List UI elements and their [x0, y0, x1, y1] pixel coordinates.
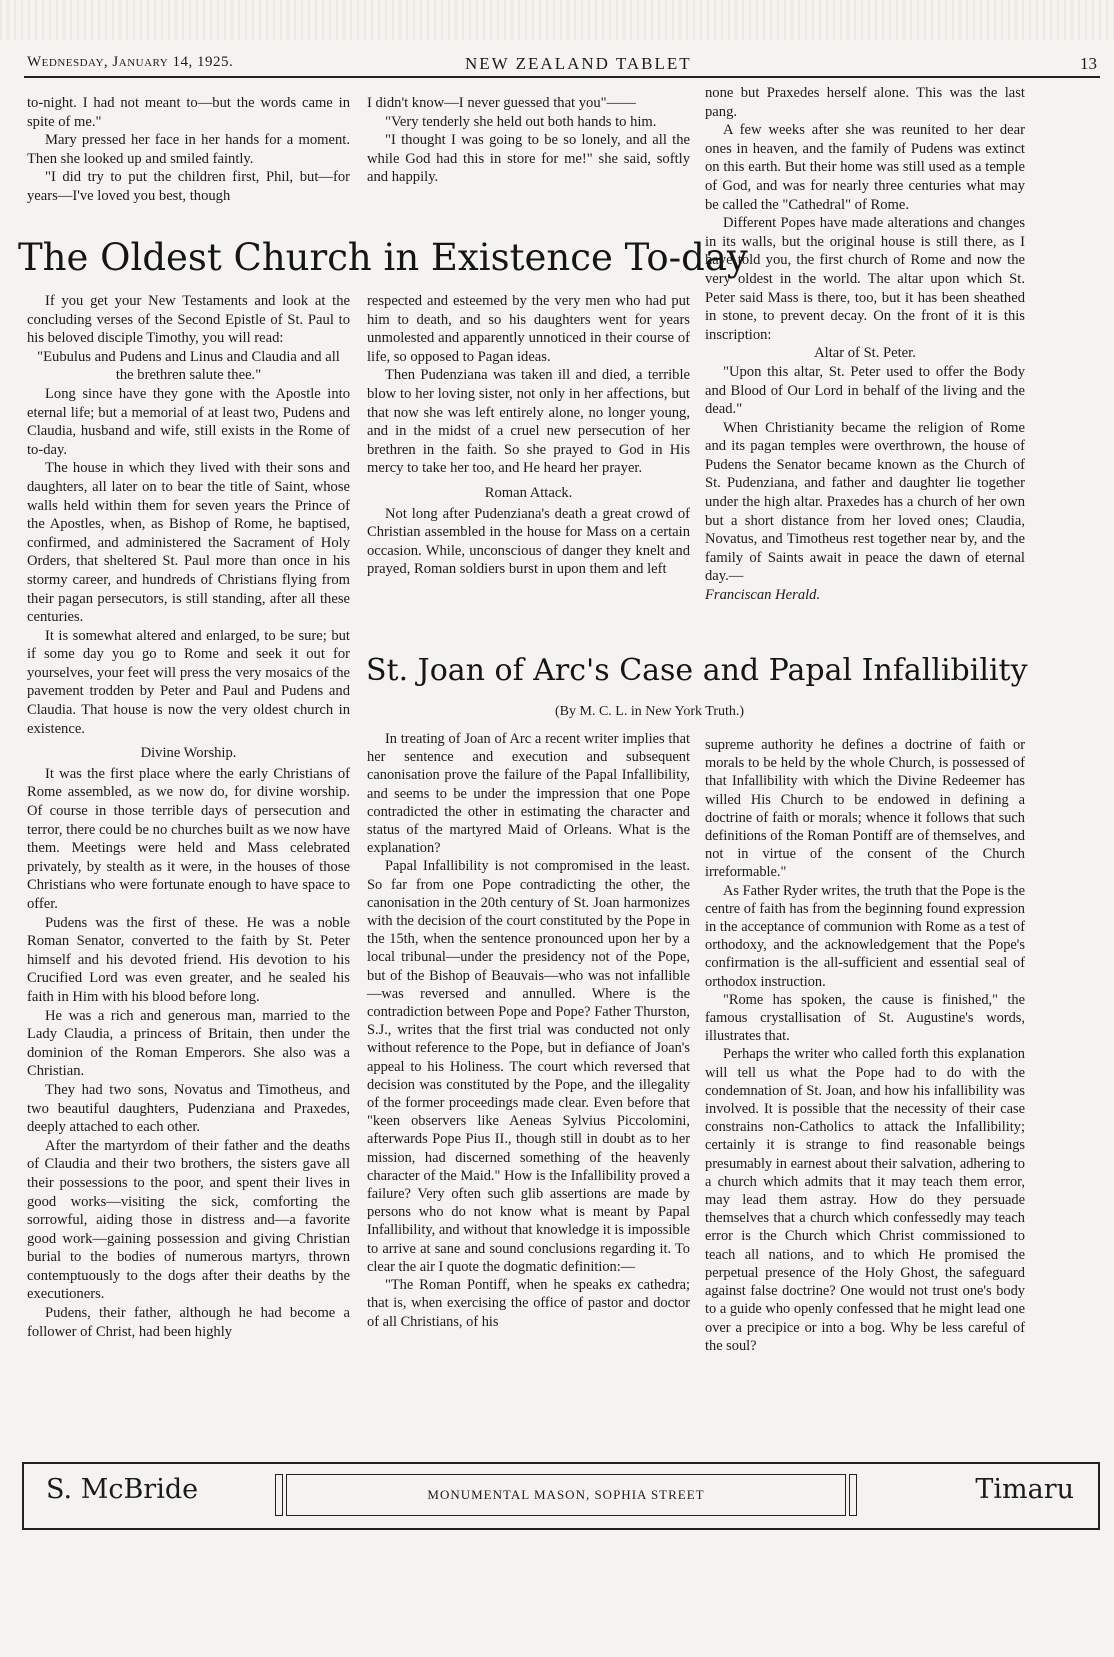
header-rule	[24, 76, 1100, 78]
newspaper-title: NEW ZEALAND TABLET	[465, 54, 692, 73]
page-number: 13	[1080, 54, 1097, 73]
paragraph: respected and esteemed by the very men who had put him to death, and so his daughters went for years unmolested and apparently unnoticed in their course of life, so opposed to Pagan ideas.	[367, 293, 690, 365]
paragraph: Then Pudenziana was taken ill and died, a terrible blow to her loving sister, not only in her affections, but that now she was left entirely alone, no longer young, and in the midst of a cruel new persecution of her brethren in the faith. So she prayed to God in His mercy to take her too, and He heard her prayer.	[367, 367, 690, 477]
story-end-column-1	[27, 94, 350, 206]
paragraph: "The Roman Pontiff, when he speaks ex cathedra; that is, when exercising the office of pastor and doctor of all Christians, of his	[367, 1277, 690, 1330]
paragraph: "I did try to put the children first, Phil, but—for years—I've loved you best, though	[27, 169, 350, 204]
paragraph: Mary pressed her face in her hands for a moment. Then she looked up and smiled faintly.	[27, 132, 350, 167]
paragraph: It was the first place where the early Christians of Rome assembled, as we now do, for divine worship. Of course in those terrible days of persecution and terror, there could be no churches built as we now have them. Meetings were held and Mass celebrated privately, by stealth as it were, in the houses of those Christians who were fortunate enough to have space to offer.	[27, 765, 350, 912]
paragraph: In treating of Joan of Arc a recent writer implies that her sentence and execution and subsequent canonisation prove the failure of the Papal Infallibility, and seems to be under the impression that one Pope contradicted the other in estimating the character and status of the martyred Maid of Orleans. What is the explanation?	[367, 731, 690, 857]
paragraph: Papal Infallibility is not compromised in the least. So far from one Pope contradicting the other, the canonisation in the 20th century of St. Joan harmonizes with the decision of the court constituted by the Pope in the 15th, when the sentence pronounced upon her by a local tribunal—under the presidency not of the Pope, but of the Bishop of Beauvais—who was not infallible—was reversed and annulled. Where is the contradiction between Pope and Pope? Father Thurston, S.J., writes that the first trial was conducted not only without reference to the Pope, but in defiance of Joan's appeal to his Holiness. The court which reversed that decision was constituted by the Pope, and the illegality of the former proceedings made clear. Even before that "keen observers like Aeneas Sylvius Piccolomini, afterwards Pope Pius II., though still in doubt as to her mission, had discerned something of the heavenly character of the Maid." How is the Infallibility proved a failure? Very often such glib assertions are made by persons who do not know what is meant by Papal Infallibility, and without that knowledge it is impossible to arrive at sane and sound conclusions regarding it. To clear the air I quote the dogmatic definition:—	[367, 858, 690, 1275]
paragraph: It is somewhat altered and enlarged, to be sure; but if some day you go to Rome and seek it out for yourselves, your feet will press the very mosaics of the pavement trodden by Peter and Paul and Pudens and Claudia. That house is now the very oldest church in existence.	[27, 627, 350, 737]
paragraph: "Very tenderly she held out both hands to him.	[385, 113, 657, 130]
paragraph: Long since have they gone with the Apostle into eternal life; but a memorial of at least two, Pudens and Claudia, husband and wife, still exists in the Rome of to-day.	[27, 385, 350, 458]
inscription-title: Altar of St. Peter.	[814, 345, 916, 362]
article-2-byline: (By M. C. L. in New York Truth.)	[555, 704, 745, 719]
paragraph: After the martyrdom of their father and the deaths of Claudia and their two brothers, the sisters gave all their possessions to the poor, and spent their lives in good works—visiting the sick, comforting the sorrowful, aiding those in distress and—a favorite good work—gaining possession and giving Christian burial to the bodies of numerous martyrs, thrown contemptuously to the dogs after their deaths by the executioners.	[27, 1137, 350, 1303]
paragraph: Pudens was the first of these. He was a noble Roman Senator, converted to the faith by St. Peter himself and his devoted friend. His devotion to his Crucified Lord was even greater, and he sealed his faith in Him with his blood before long.	[27, 914, 350, 1005]
advertiser-name: S. McBride	[46, 1474, 199, 1505]
page-header	[27, 54, 1097, 76]
paragraph: If you get your New Testaments and look at the concluding verses of the Second Epistle of St. Paul to his beloved disciple Timothy, you will read:	[27, 293, 350, 347]
paragraph: The house in which they lived with their sons and daughters, all later on to bear the title of Saint, whose walls held within them for seven years the Prince of the Apostles, when, as Bishop of Rome, he baptised, confirmed, and administered the Sacrament of Holy Orders, that sheltered St. Paul more than once in his stormy career, and hundreds of Christians flying from their pagan persecutors, is still standing, after all these centuries.	[27, 460, 350, 626]
paragraph: He was a rich and generous man, married to the Lady Claudia, a princess of Britain, then under the dominion of the Roman Emperors. She also was a Christian.	[27, 1007, 350, 1080]
article-2-headline: St. Joan of Arc's Case and Papal Infallibility	[366, 653, 1028, 688]
paragraph: Perhaps the writer who called forth this explanation will tell us what the Pope had to do with the condemnation of St. Joan, and how his infallibility was involved. It is possible that the necessity of their case constrains non-Catholics to attack the Infallibility; certainly it is strange to find reasonable beings presumably in earnest about their salvation, adhering to a church which admits that it may teach them error, may lead them astray. How do they persuade themselves that a church which confessedly may teach error is the Church which Christ commissioned to teach all nations, and to which He promised the perpetual presence of the Holy Ghost, the safeguard against false doctrine? One would not trust one's body to a guide who openly confessed that he might lead one over a precipice or into a bog. Why be less careful of the soul?	[705, 1046, 1025, 1354]
advertiser-trade: MONUMENTAL MASON, SOPHIA STREET	[286, 1474, 846, 1516]
scripture-quote: "Eubulus and Pudens and Linus and Claudia and all the brethren salute thee."	[37, 348, 340, 384]
page-top-texture	[0, 0, 1114, 40]
article-2-column-2	[367, 730, 690, 1331]
paragraph: supreme authority he defines a doctrine of faith or morals to be held by the whole Church, is possessed of that Infallibility with which the Divine Redeemer has willed His Church to be endowed in defining a doctrine of faith or morals; whence it follows that such definitions of the Roman Pontiff are of themselves, and not in virtue of the consent of the Church irreformable."	[705, 737, 1025, 881]
paragraph: I didn't know—I never guessed that you"——	[367, 95, 636, 111]
paragraph: none but Praxedes herself alone. This was the last pang.	[705, 85, 1025, 120]
advertiser-town: Timaru	[975, 1474, 1074, 1505]
paragraph: "Rome has spoken, the cause is finished," the famous crystallisation of St. Augustine's words, illustrates that.	[705, 991, 1025, 1045]
article-1-headline: The Oldest Church in Existence To-day	[18, 236, 748, 279]
paragraph: When Christianity became the religion of Rome and its pagan temples were overthrown, the house of Pudens the Senator became known as the Church of St. Pudenziana, and father and daughter lie together under the high altar. Praxedes has a church of her own but a short distance from her loved ones; Claudia, Novatus, and Timotheus rest together near by, and the family of Saints await in peace the dawn of eternal day.—	[705, 419, 1025, 585]
paragraph: As Father Ryder writes, the truth that the Pope is the centre of faith has from the beginning found expression in the acceptance of communion with Rome as a test of orthodoxy, and the acknowledgement that the Pope's confirmation is the all-sufficient and essential seal of orthodox instruction.	[705, 882, 1025, 990]
advertisement-box	[22, 1462, 1100, 1530]
paragraph: "I thought I was going to be so lonely, and all the while God had this in store for me!" she said, softly and happily.	[367, 132, 690, 186]
subheading-divine-worship: Divine Worship.	[140, 745, 237, 762]
story-end-column-2	[367, 94, 690, 187]
article-1-column-2	[367, 292, 690, 579]
source-credit: Franciscan Herald.	[705, 587, 821, 604]
article-1-column-3	[705, 84, 1025, 605]
paragraph: to-night. I had not meant to—but the words came in spite of me."	[27, 95, 350, 130]
paragraph: Pudens, their father, although he had become a follower of Christ, had been highly	[27, 1305, 350, 1340]
issue-date: Wednesday, January 14, 1925.	[27, 54, 234, 70]
paragraph: They had two sons, Novatus and Timotheus, and two beautiful daughters, Pudenziana and Praxedes, deeply attached to each other.	[27, 1081, 350, 1136]
article-2-column-3	[705, 736, 1025, 1355]
paragraph: A few weeks after she was reunited to her dear ones in heaven, and the family of Pudens was extinct on this earth. But their home was still used as a temple of God, and was for nearly three centuries what may be called the "Cathedral" of Rome.	[705, 122, 1025, 213]
paragraph: Different Popes have made alterations and changes in its walls, but the original house is still there, as I have told you, the first church of Rome and now the very oldest in the world. The altar upon which St. Peter said Mass is there, too, but it has been sheathed in stone, to prevent decay. On the front of it is this inscription:	[705, 215, 1025, 343]
inscription-text: "Upon this altar, St. Peter used to offer the Body and Blood of Our Lord in behalf of the living and the dead."	[705, 363, 1025, 418]
subheading-roman-attack: Roman Attack.	[484, 484, 573, 501]
article-1-column-1	[27, 292, 350, 1341]
paragraph: Not long after Pudenziana's death a great crowd of Christian assembled in the house for Mass on a certain occasion. While, unconscious of danger they knelt and prayed, Roman soldiers burst in upon them and left	[367, 505, 690, 578]
